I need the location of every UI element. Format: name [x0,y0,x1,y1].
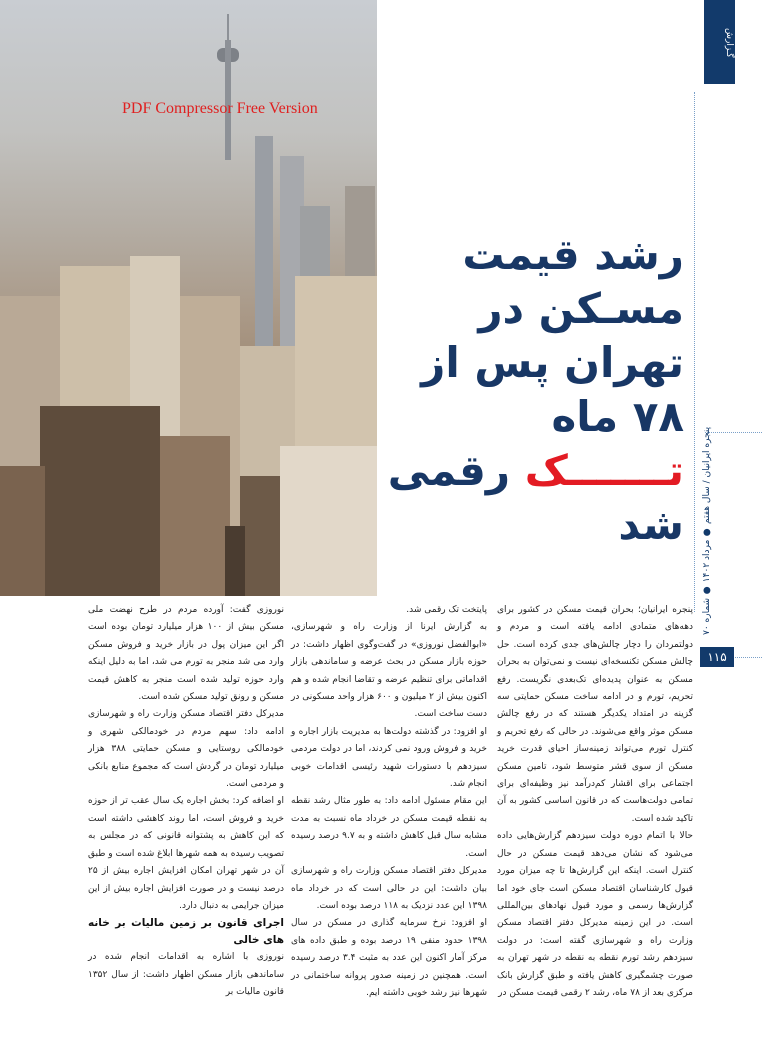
subheading: اجرای قانون بر زمین مالیات بر خانه های خالی [88,917,284,947]
body-column-middle [291,602,487,1002]
headline-line-3 [382,444,684,552]
body-column-left [88,602,284,1002]
headline-line-1: رشد قیمت مسـکن در [462,230,684,333]
paragraph: او افزود: در گذشته دولت‌ها به مدیریت بازار اجاره و خرید و فروش ورود نمی کردند، اما در دولت مردمی سیزدهم با دستورات شهید رئیسی اقدامات خوبی انجام شد. [291,726,487,790]
article-headline [382,228,684,552]
divider [694,92,696,612]
paragraph: پنجره ایرانیان؛ بحران قیمت مسکن در کشور برای دهه‌های متمادی ادامه یافته است و مردم و دولتمردان را دچار چالش‌های جدی کرده است. حل چالش مسکن تکنسخه‌ای نیست و نمی‌توان به بحران مسکن به عنوان پدیده‌ای تک‌بعدی نگریست. رفع تحریم، تورم و در ادامه ساخت مسکن حمایتی سه گزینه در امتداد یکدیگر هستند که در رفع چالش مسکن موثر واقع می‌شوند. در حالی که رفع تحریم و کنترل تورم می‌تواند زمینه‌ساز احیای قدرت خرید مسکن از سوی قشر متوسط شود، تامین مسکن اجتماعی برای اقشار کم‌درآمد نیز وظیفه‌ای برای تمامی دولت‌هاست که در قانون اساسی کشور به آن تاکید شده است. [497,605,693,824]
paragraph: مدیرکل دفتر اقتصاد مسکن وزارت راه و شهرسازی بیان داشت: این در حالی است که در خرداد ماه ۱۳۹۸ این عدد نزدیک به ۱۱۸ درصد بوده است. [291,866,487,911]
paragraph: پایتخت تک رقمی شد. [406,605,487,615]
paragraph: حالا با اتمام دوره دولت سیزدهم گزارش‌هایی داده می‌شود که نشان می‌دهد قیمت مسکن در حال کنترل است. اینکه این گزارش‌ها تا چه میزان مورد قبول کارشناسان اقتصاد مسکن است جای خود اما گزارش‌ها رسمی و مورد قبول نهادهای بین‌المللی است. در این زمینه مدیرکل دفتر اقتصاد مسکن وزارت راه و شهرسازی گفته است: در دولت سیزدهم رشد تورم نقطه به نقطه در شهر تهران به صورت چشمگیری کاهش یافته و طبق گزارش بانک مرکزی بعد از ۷۸ ماه، رشد ۲ رقمی قیمت مسکن در [497,831,693,998]
page-number: ۱۱۵ [700,647,734,667]
section-tab-label: گـزارش [724,28,734,58]
headline-line-2: تهران پس از ۷۸ ماه [421,338,684,441]
body-column-right [497,602,693,1002]
headline-line-3-rest: رقمی شد [387,446,684,549]
paragraph: به گزارش ایرنا از وزارت راه و شهرسازی، «ابوالفضل نوروزی» در گفت‌وگوی اظهار داشت: در حوزه بازار مسکن در بحث عرضه و ساماندهی بازار اقداماتی برای تنظیم عرضه و تقاضا انجام شده و هم اکنون بیش از ۲ میلیون و ۶۰۰ هزار واحد مسکونی در دست ساخت است. [291,622,488,720]
paragraph: او اضافه کرد: بخش اجاره یک سال عقب تر از حوزه خرید و فروش است، اما روند کاهشی داشته است که این کاهش به پشتوانه قانونی که در مجلس به تصویب رسیده به همه شهرها ابلاغ شده است و طبق آن در شهر تهران امکان افزایش اجاره بیش از ۲۵ درصد نیست و در صورت افزایش اجاره بیش از این میزان جرایمی به دنبال دارد. [88,796,284,911]
watermark-text: PDF Compressor Free Version [122,100,318,117]
paragraph: نوروزی با اشاره به اقدامات انجام شده در ساماندهی بازار مسکن اظهار داشت: از سال ۱۳۵۲ قانون مالیات بر [88,952,284,998]
paragraph: او افزود: نرخ سرمایه گذاری در مسکن در سال ۱۳۹۸ حدود منفی ۱۹ درصد بوده و طبق داده های مرکز آمار اکنون این عدد به مثبت ۳.۴ درصد رسیده است. همچنین در زمینه صدور پروانه ساختمانی در شهرها نیز رشد خوبی داشته ایم. [291,918,487,998]
tehran-skyline-photo [0,0,377,596]
paragraph: نوروزی گفت: آورده مردم در طرح نهضت ملی مسکن بیش از ۱۰۰ هزار میلیارد تومان بوده است اگر این میزان پول در بازار خرید و فروش مسکن وارد می شد منجر به تورم می شد، اما به دلیل اینکه وارد حوزه تولید شده است منجر به کاهش قیمت مسکن و رونق تولید مسکن شده است. [88,605,284,703]
paragraph: این مقام مسئول ادامه داد: به طور مثال رشد نقطه به نقطه قیمت مسکن در خرداد ماه نسبت به مدت مشابه سال قبل کاهش داشته و به ۹.۷ درصد رسیده است. [291,796,487,859]
magazine-side-label: پنجره ایرانیان / سال هفتم ● مرداد ۱۴۰۲ ● شماره ۷۰ [702,426,712,635]
paragraph: مدیرکل دفتر اقتصاد مسکن وزارت راه و شهرسازی ادامه داد: سهم مردم در خودمالکی شهری و خودمالکی روستایی و مسکن حمایتی ۳۸۸ هزار میلیارد تومان در گردش است که مجموع منابع بانکی و مردمی است. [88,709,284,790]
headline-red-word: تـــــــک [524,446,684,495]
